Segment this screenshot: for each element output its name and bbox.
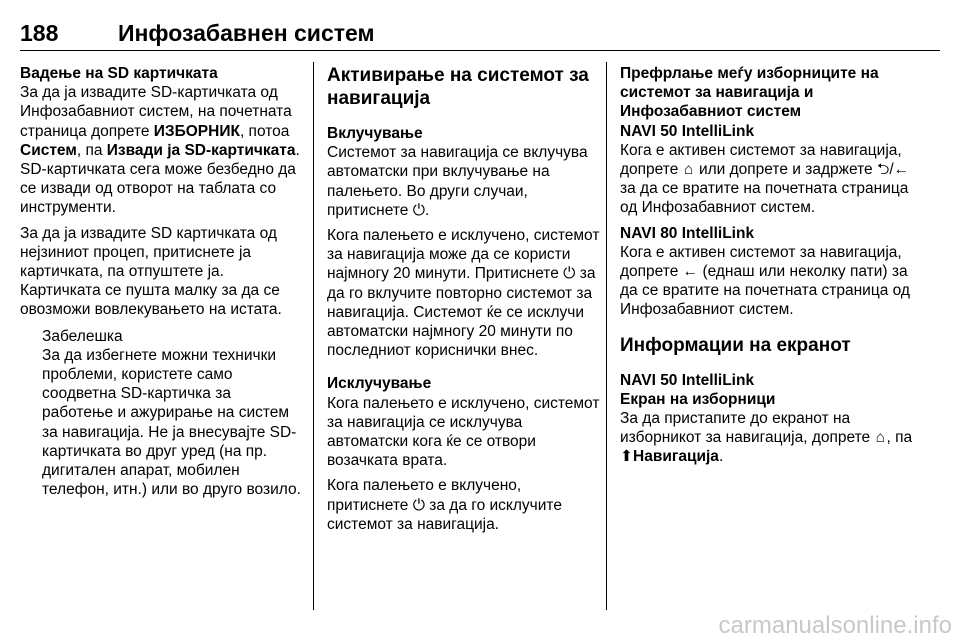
- column-1: [20, 64, 304, 499]
- paragraph-navi80: Кога е активен системот за навигација, допрете ← (еднаш или неколку пати) за да се вратите на почетната страница од Инфозабавниот систем.: [620, 243, 910, 319]
- power-icon: ⏻: [412, 201, 425, 219]
- watermark: carmanualsonline.info: [718, 612, 952, 639]
- subheading-navi50-screen: NAVI 50 IntelliLink: [620, 371, 755, 389]
- column-divider-2: [606, 62, 607, 610]
- power-icon: ⏻: [563, 265, 576, 283]
- paragraph-door-open: Кога палењето е исклучено, системот за навигација се исклучува автоматски кога ќе се отвори возачката врата.: [327, 394, 600, 470]
- home-icon: ⌂: [875, 429, 886, 447]
- subheading-menu-screen: Екран на изборници: [620, 390, 776, 408]
- section-heading-menu-switch: Префрлање меѓу изборниците на системот за навигација и Инфозабавниот систем: [620, 65, 879, 121]
- navigation-arrow-icon: ⬆: [620, 448, 633, 466]
- note-block: [20, 327, 304, 500]
- paragraph-sd-eject: За да ја извадите SD-картичката од Инфозабавниот систем, на почетната страница допрете ИЗБОРНИК, потоа Систем, па Извади ја SD-картичката. SD-картичката сега може безбедно да се извади од отворот на таблата со инструменти.: [20, 84, 300, 217]
- subheading-switch-on: Вклучување: [327, 125, 423, 142]
- back-arrow-icon: ←: [893, 161, 910, 179]
- column-3: [620, 64, 924, 467]
- return-icon: ⮌: [876, 161, 890, 179]
- note-text: За да избегнете можни технички проблеми, користете само соодветна SD-картичка за работење и ажурирање на систем за навигација. Не ја внесувајте SD-картичката во друг уред (на пр. дигитален апарат, мобилен телефон, итн.) или во друго возило.: [42, 346, 301, 499]
- page-title: Инфозабавнен систем: [118, 20, 375, 46]
- eject-sd-term: Извади ја SD-картичката: [106, 141, 296, 159]
- paragraph-navi50: Кога е активен системот за навигација, допрете ⌂ или допрете и задржете ⮌/← за да се вратите на почетната страница од Инфозабавниот систем.: [620, 141, 910, 217]
- column-2: [327, 64, 603, 534]
- paragraph-ignition-on: Кога палењето е вклучено, притиснете ⏻ за да го исклучите системот за навигација.: [327, 477, 562, 533]
- page-header: [20, 0, 940, 50]
- section-heading-screen-info: Информации на екранот: [620, 334, 851, 356]
- subheading-switch-off: Исклучување: [327, 375, 432, 393]
- back-arrow-icon: ←: [682, 263, 699, 281]
- section-heading-nav-activation: Активирање на системот за навигација: [327, 65, 589, 109]
- paragraph-menu-screen: За да пристапите до екранот на изборникот за навигација, допрете ⌂, па ⬆Навигација.: [620, 410, 913, 466]
- navigation-term: Навигација: [633, 448, 719, 466]
- header-divider: [20, 50, 940, 51]
- page-number: 188: [20, 20, 59, 46]
- system-term: Систем: [20, 141, 77, 159]
- paragraph-ignition-off: Кога палењето е исклучено, системот за навигација може да се користи најмногу 20 минути. Притиснете ⏻ за да го вклучите повторно системот за навигација. Системот ќе се исклучи автоматски најмногу 20 минути по последниот кориснички внес.: [327, 227, 600, 360]
- subheading-navi80: NAVI 80 IntelliLink: [620, 224, 755, 242]
- paragraph-sd-slot: За да ја извадите SD картичката од нејзиниот процеп, притиснете ја картичката, па отпуштете ја. Картичката се пушта малку за да се овозможи вовлекувањето на истата.: [20, 224, 282, 319]
- power-icon: ⏻: [412, 496, 425, 514]
- subheading-navi50: NAVI 50 IntelliLink: [620, 122, 755, 140]
- home-icon: ⌂: [683, 161, 694, 179]
- note-title: Забелешка: [42, 327, 123, 345]
- section-heading-sd-eject: Вадење на SD картичката: [20, 65, 218, 82]
- column-divider-1: [313, 62, 314, 610]
- menu-term: ИЗБОРНИК: [153, 122, 240, 140]
- paragraph-switch-on: Системот за навигација се вклучува автоматски при вклучување на палењето. Во други случаи, притиснете ⏻.: [327, 144, 588, 219]
